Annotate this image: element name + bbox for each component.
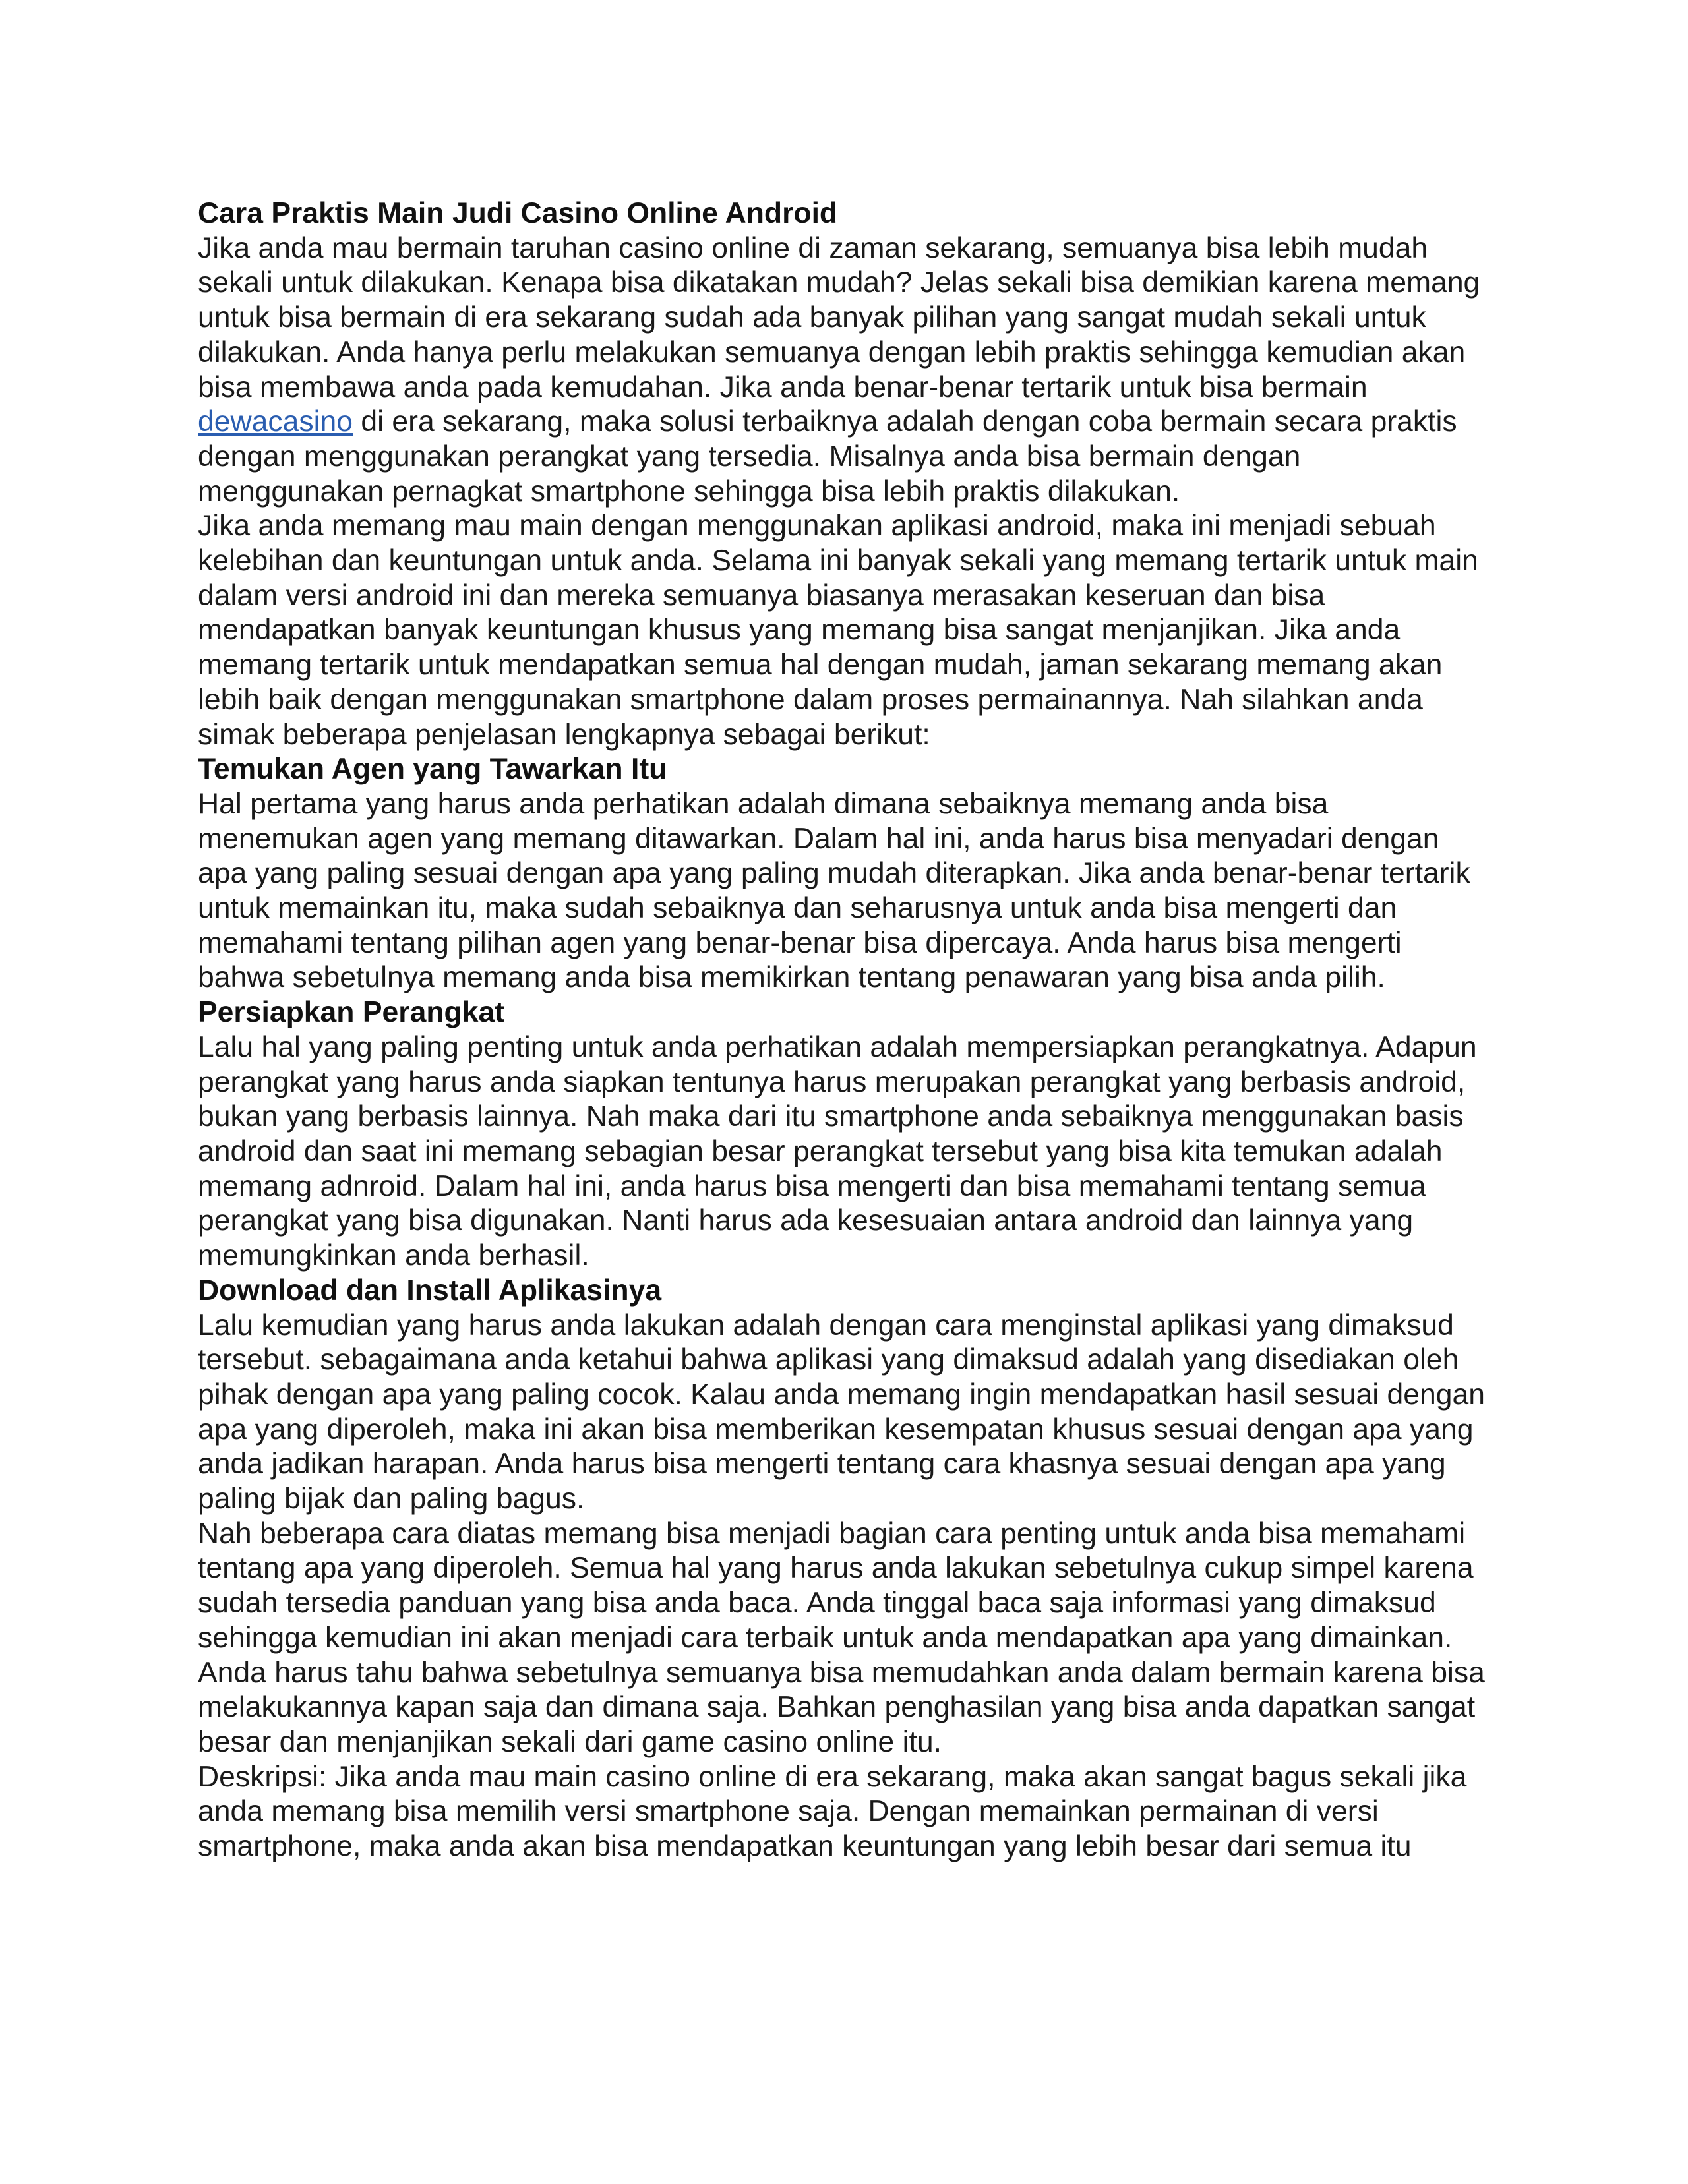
section-heading-agen: Temukan Agen yang Tawarkan Itu: [198, 753, 667, 786]
section-heading-perangkat: Persiapkan Perangkat: [198, 996, 505, 1029]
intro-paragraph: [198, 231, 1490, 510]
dewacasino-link[interactable]: dewacasino: [198, 405, 353, 438]
description-paragraph: Deskripsi: Jika anda mau main casino online di era sekarang, maka akan sangat bagus sekali jika anda memang bisa memilih versi smartphone saja. Dengan memainkan permainan di versi smartphone, maka anda akan bisa mendapatkan keuntungan yang lebih besar dari semua itu: [198, 1760, 1467, 1863]
section-body-download: Lalu kemudian yang harus anda lakukan adalah dengan cara menginstal aplikasi yang dimaksud tersebut. sebagaimana anda ketahui bahwa aplikasi yang dimaksud adalah yang disediakan oleh pihak dengan apa yang paling cocok. Kalau anda memang ingin mendapatkan hasil sesuai dengan apa yang diperoleh, maka ini akan bisa memberikan kesempatan khusus sesuai dengan apa yang anda jadikan harapan. Anda harus bisa mengerti tentang cara khasnya sesuai dengan apa yang paling bijak dan paling bagus.: [198, 1309, 1486, 1516]
document-body: [198, 196, 1490, 1864]
section-heading-download: Download dan Install Aplikasinya: [198, 1274, 662, 1307]
section-body-agen: Hal pertama yang harus anda perhatikan adalah dimana sebaiknya memang anda bisa menemukan agen yang memang ditawarkan. Dalam hal ini, anda harus bisa menyadari dengan apa yang paling sesuai dengan apa yang paling mudah diterapkan. Jika anda benar-benar tertarik untuk memainkan itu, maka sudah sebaiknya dan seharusnya untuk anda bisa mengerti dan memahami tentang pilihan agen yang benar-benar bisa dipercaya. Anda harus bisa mengerti bahwa sebetulnya memang anda bisa memikirkan tentang penawaran yang bisa anda pilih.: [198, 787, 1470, 994]
section-body-perangkat: Lalu hal yang paling penting untuk anda perhatikan adalah mempersiapkan perangkatnya. Adapun perangkat yang harus anda siapkan tentunya harus merupakan perangkat yang berbasis android, bukan yang berbasis lainnya. Nah maka dari itu smartphone anda sebaiknya menggunakan basis android dan saat ini memang sebagian besar perangkat tersebut yang bisa kita temukan adalah memang adnroid. Dalam hal ini, anda harus bisa mengerti dan bisa memahami tentang semua perangkat yang bisa digunakan. Nanti harus ada kesesuaian antara android dan lainnya yang memungkinkan anda berhasil.: [198, 1030, 1477, 1272]
closing-paragraph: Nah beberapa cara diatas memang bisa menjadi bagian cara penting untuk anda bisa memahami tentang apa yang diperoleh. Semua hal yang harus anda lakukan sebetulnya cukup simpel karena sudah tersedia panduan yang bisa anda baca. Anda tinggal baca saja informasi yang dimaksud sehingga kemudian ini akan menjadi cara terbaik untuk anda mendapatkan apa yang dimainkan. Anda harus tahu bahwa sebetulnya semuanya bisa memudahkan anda dalam bermain karena bisa melakukannya kapan saja dan dimana saja. Bahkan penghasilan yang bisa anda dapatkan sangat besar dan menjanjikan sekali dari game casino online itu.: [198, 1517, 1485, 1758]
paragraph-android: Jika anda memang mau main dengan menggunakan aplikasi android, maka ini menjadi sebuah kelebihan dan keuntungan untuk anda. Selama ini banyak sekali yang memang tertarik untuk main dalam versi android ini dan mereka semuanya biasanya merasakan keseruan dan bisa mendapatkan banyak keuntungan khusus yang memang bisa sangat menjanjikan. Jika anda memang tertarik untuk mendapatkan semua hal dengan mudah, jaman sekarang memang akan lebih baik dengan menggunakan smartphone dalam proses permainannya. Nah silahkan anda simak beberapa penjelasan lengkapnya sebagai berikut:: [198, 510, 1478, 751]
document-title: Cara Praktis Main Judi Casino Online Android: [198, 197, 838, 229]
intro-text-after-link: di era sekarang, maka solusi terbaiknya adalah dengan coba bermain secara praktis dengan menggunakan perangkat yang tersedia. Misalnya anda bisa bermain dengan menggunakan pernagkat smartphone sehingga bisa lebih praktis dilakukan.: [198, 405, 1457, 508]
intro-text-before-link: Jika anda mau bermain taruhan casino online di zaman sekarang, semuanya bisa lebih mudah sekali untuk dilakukan. Kenapa bisa dikatakan mudah? Jelas sekali bisa demikian karena memang untuk bisa bermain di era sekarang sudah ada banyak pilihan yang sangat mudah sekali untuk dilakukan. Anda hanya perlu melakukan semuanya dengan lebih praktis sehingga kemudian akan bisa membawa anda pada kemudahan. Jika anda benar-benar tertarik untuk bisa bermain: [198, 231, 1480, 403]
